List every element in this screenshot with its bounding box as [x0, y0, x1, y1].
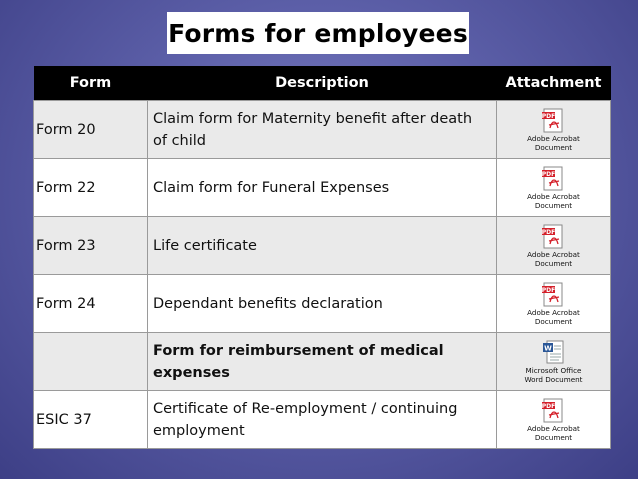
form-cell: Form 23	[34, 217, 148, 275]
header-form: Form	[34, 66, 148, 101]
adobe-acrobat-icon	[541, 108, 567, 134]
attachment-label: Adobe Acrobat Document	[527, 133, 580, 152]
adobe-acrobat-icon	[541, 398, 567, 424]
form-cell	[34, 333, 148, 391]
attachment-cell	[497, 333, 611, 391]
description-cell: Dependant benefits declaration	[148, 275, 497, 333]
table-row	[34, 159, 611, 217]
svg-text:PDF: PDF	[541, 286, 555, 294]
description-cell: Certificate of Re-employment / continuing employment	[148, 391, 497, 449]
svg-text:PDF: PDF	[541, 112, 555, 120]
adobe-acrobat-icon	[541, 166, 567, 192]
attachment-cell	[497, 391, 611, 449]
attachment-cell	[497, 159, 611, 217]
svg-text:W: W	[543, 344, 552, 352]
svg-text:PDF: PDF	[541, 228, 555, 236]
svg-text:PDF: PDF	[541, 170, 555, 178]
attachment-label: Microsoft Office Word Document	[524, 365, 583, 384]
form-cell: ESIC 37	[34, 391, 148, 449]
page-title: Forms for employees	[167, 12, 469, 54]
table-row	[34, 391, 611, 449]
attachment-cell	[497, 217, 611, 275]
attachment-pdf[interactable]	[527, 282, 580, 326]
attachment-pdf[interactable]	[527, 398, 580, 442]
table-row	[34, 217, 611, 275]
form-cell: Form 24	[34, 275, 148, 333]
header-attachment: Attachment	[497, 66, 611, 101]
attachment-cell	[497, 275, 611, 333]
description-cell: Life certificate	[148, 217, 497, 275]
svg-text:PDF: PDF	[541, 402, 555, 410]
attachment-pdf[interactable]	[527, 224, 580, 268]
description-cell: Form for reimbursement of medical expenses	[148, 333, 497, 391]
table-row	[34, 333, 611, 391]
attachment-label: Adobe Acrobat Document	[527, 249, 580, 268]
attachment-cell	[497, 101, 611, 159]
adobe-acrobat-icon	[541, 282, 567, 308]
table-row	[34, 101, 611, 159]
attachment-label: Adobe Acrobat Document	[527, 307, 580, 326]
attachment-label: Adobe Acrobat Document	[527, 191, 580, 210]
form-cell: Form 20	[34, 101, 148, 159]
description-cell: Claim form for Funeral Expenses	[148, 159, 497, 217]
description-cell: Claim form for Maternity benefit after death of child	[148, 101, 497, 159]
adobe-acrobat-icon	[541, 224, 567, 250]
attachment-word[interactable]	[525, 340, 583, 384]
word-document-icon	[541, 340, 567, 366]
attachment-pdf[interactable]	[527, 166, 580, 210]
attachment-label: Adobe Acrobat Document	[527, 423, 580, 442]
form-cell: Form 22	[34, 159, 148, 217]
table-header-row	[34, 66, 611, 101]
header-description: Description	[148, 66, 497, 101]
forms-table	[33, 66, 611, 449]
table-row	[34, 275, 611, 333]
attachment-pdf[interactable]	[527, 108, 580, 152]
